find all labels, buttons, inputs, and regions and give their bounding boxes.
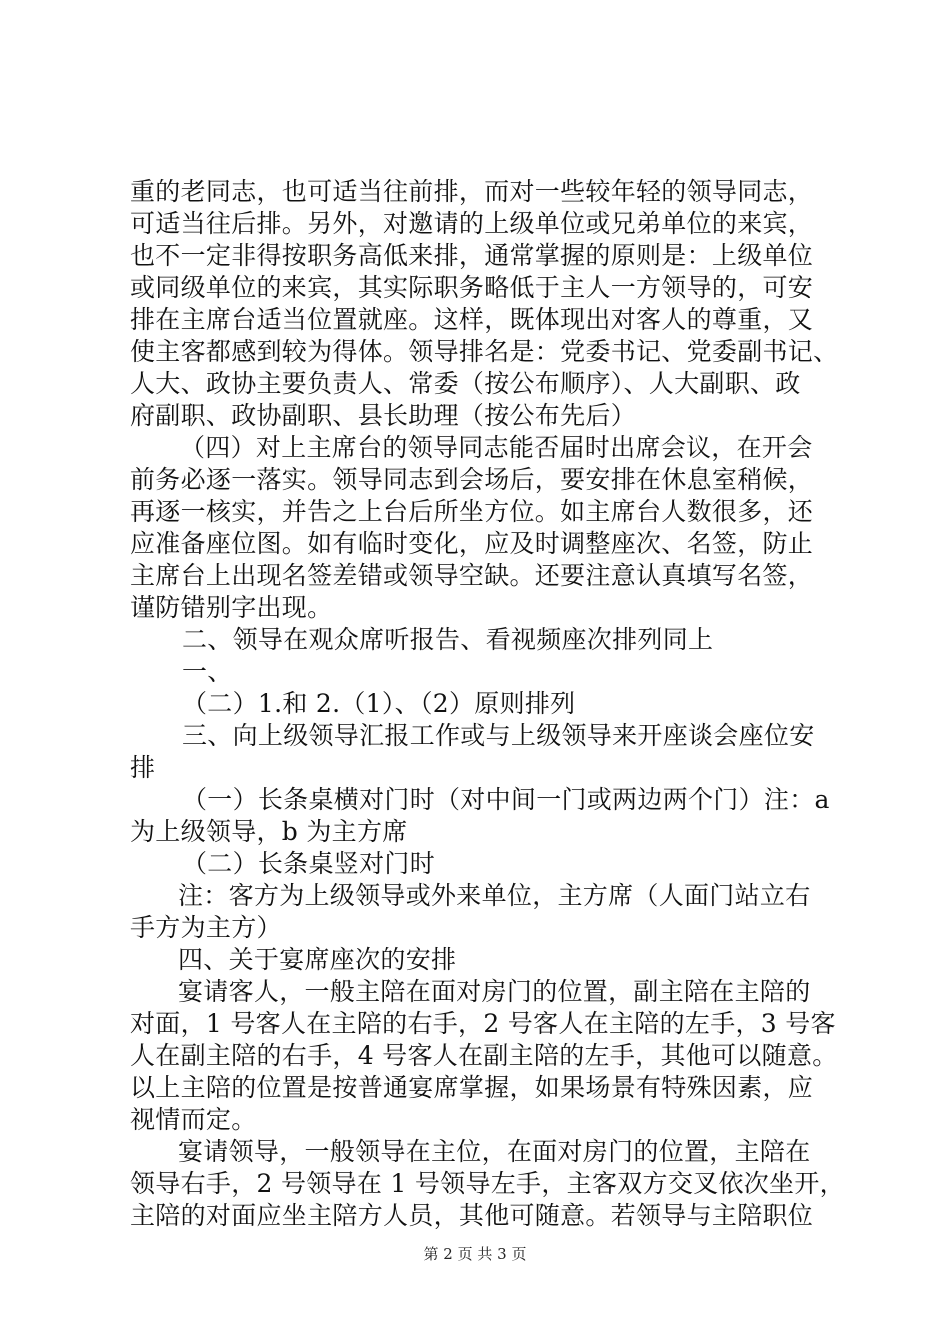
paragraph-line: 应准备座位图。如有临时变化，应及时调整座次、名签，防止 bbox=[130, 529, 814, 558]
paragraph-line: 人大、政协主要负责人、常委（按公布顺序）、人大副职、政 bbox=[130, 369, 801, 398]
paragraph-line: 视情而定。 bbox=[130, 1105, 257, 1134]
heading-line: 一、 bbox=[182, 657, 233, 686]
paragraph-line: 手方为主方） bbox=[130, 913, 282, 942]
paragraph-line: 宴请客人，一般主陪在面对房门的位置，副主陪在主陪的 bbox=[178, 977, 811, 1006]
paragraph-line: 以上主陪的位置是按普通宴席掌握，如果场景有特殊因素，应 bbox=[130, 1073, 814, 1102]
paragraph-line: 排在主席台适当位置就座。这样，既体现出对客人的尊重，又 bbox=[130, 305, 814, 334]
paragraph-line: 或同级单位的来宾，其实际职务略低于主人一方领导的，可安 bbox=[130, 273, 814, 302]
paragraph-line: 注：客方为上级领导或外来单位，主方席（人面门站立右 bbox=[178, 881, 811, 910]
paragraph-line: 也不一定非得按职务高低来排，通常掌握的原则是：上级单位 bbox=[130, 241, 814, 270]
paragraph-line: （二）1.和 2.（1）、（2）原则排列 bbox=[182, 689, 576, 718]
paragraph-line: 前务必逐一落实。领导同志到会场后，要安排在休息室稍候， bbox=[130, 465, 814, 494]
paragraph-line: 人在副主陪的右手，4 号客人在副主陪的左手，其他可以随意。 bbox=[130, 1041, 838, 1070]
heading-line: 二、领导在观众席听报告、看视频座次排列同上 bbox=[182, 625, 714, 654]
paragraph-line: 领导右手，2 号领导在 1 号领导左手，主客双方交叉依次坐开， bbox=[130, 1169, 845, 1198]
paragraph-line: 宴请领导，一般领导在主位，在面对房门的位置，主陪在 bbox=[178, 1137, 811, 1166]
paragraph-line: 重的老同志，也可适当往前排，而对一些较年轻的领导同志， bbox=[130, 177, 814, 206]
heading-line: 排 bbox=[130, 753, 156, 782]
paragraph-line: （四）对上主席台的领导同志能否届时出席会议，在开会 bbox=[180, 433, 813, 462]
paragraph-line: 再逐一核实，并告之上台后所坐方位。如主席台人数很多，还 bbox=[130, 497, 814, 526]
paragraph-line: 主陪的对面应坐主陪方人员，其他可随意。若领导与主陪职位 bbox=[130, 1201, 814, 1230]
paragraph-line: 可适当往后排。另外，对邀请的上级单位或兄弟单位的来宾， bbox=[130, 209, 814, 238]
heading-line: 三、向上级领导汇报工作或与上级领导来开座谈会座位安 bbox=[182, 721, 815, 750]
paragraph-line: （一）长条桌横对门时（对中间一门或两边两个门）注：a bbox=[182, 785, 830, 814]
paragraph-line: 使主客都感到较为得体。领导排名是：党委书记、党委副书记、 bbox=[130, 337, 839, 366]
paragraph-line: 为上级领导，b 为主方席 bbox=[130, 817, 408, 846]
page-footer: 第 2 页 共 3 页 bbox=[423, 1245, 527, 1263]
paragraph-line: 主席台上出现名签差错或领导空缺。还要注意认真填写名签， bbox=[130, 561, 814, 590]
paragraph-line: （二）长条桌竖对门时 bbox=[182, 849, 436, 878]
paragraph-line: 府副职、政协副职、县长助理（按公布先后） bbox=[130, 401, 637, 430]
heading-line: 四、关于宴席座次的安排 bbox=[178, 945, 457, 974]
paragraph-line: 谨防错别字出现。 bbox=[130, 593, 333, 622]
paragraph-line: 对面，1 号客人在主陪的右手，2 号客人在主陪的左手，3 号客 bbox=[130, 1009, 836, 1038]
